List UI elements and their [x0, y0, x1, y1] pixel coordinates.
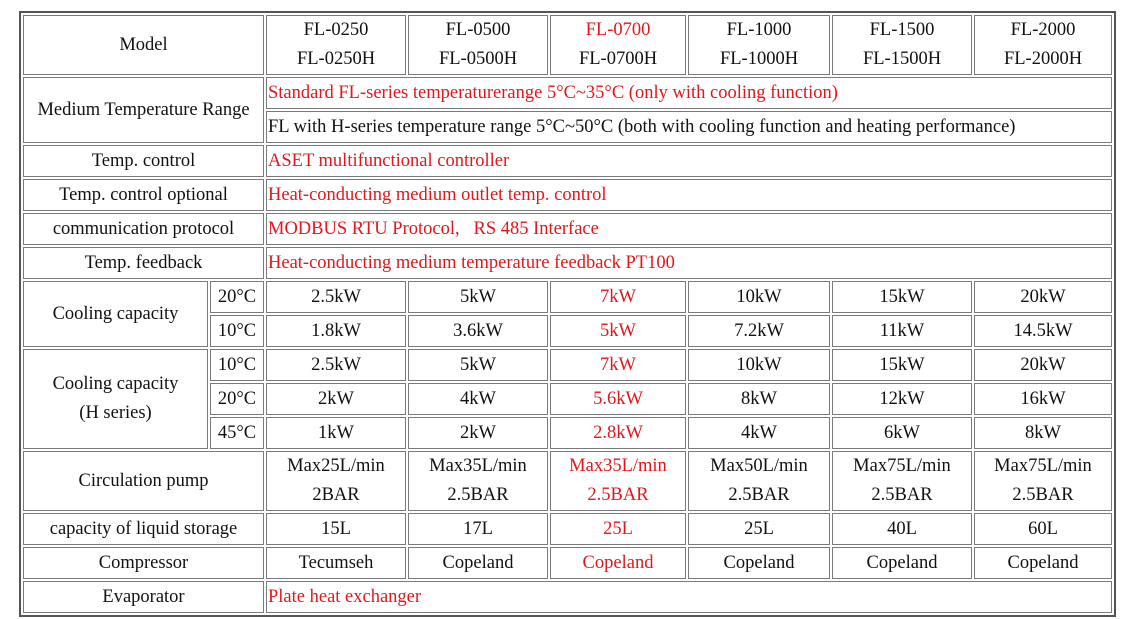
temp-feedback-value: Heat-conducting medium temperature feedback PT100 [266, 247, 1112, 279]
pump-pressure: 2.5BAR [1012, 485, 1074, 505]
storage-value: 15L [266, 513, 406, 545]
model-name-h: FL-1500H [862, 49, 942, 69]
evaporator-value: Plate heat exchanger [266, 581, 1112, 613]
temp-control-optional-row [23, 179, 1112, 211]
temp-control-optional-label: Temp. control optional [23, 179, 264, 211]
model-cell [408, 15, 548, 75]
model-row [23, 15, 1112, 75]
cooling-row [23, 281, 1112, 313]
cooling-h-value: 2kW [408, 417, 548, 449]
model-name: FL-0500 [445, 20, 511, 40]
cooling-value: 15kW [832, 281, 972, 313]
spec-table [19, 11, 1116, 617]
model-name: FL-2000 [1010, 20, 1076, 40]
model-name: FL-1000 [726, 20, 792, 40]
pump-flow: Max35L/min [429, 456, 527, 476]
pump-row [23, 451, 1112, 511]
cooling-temp: 10°C [210, 315, 264, 347]
model-name-h: FL-1000H [719, 49, 799, 69]
cooling-h-value: 4kW [408, 383, 548, 415]
cooling-label: Cooling capacity [23, 281, 208, 347]
cooling-value: 7kW [550, 281, 686, 313]
cooling-h-value: 6kW [832, 417, 972, 449]
cooling-h-value: 5.6kW [550, 383, 686, 415]
medium-temp-row [23, 77, 1112, 109]
cooling-h-label [23, 349, 208, 449]
compressor-value: Copeland [550, 547, 686, 579]
model-label: Model [23, 15, 264, 75]
pump-pressure: 2.5BAR [871, 485, 933, 505]
cooling-h-value: 8kW [974, 417, 1112, 449]
model-name-h: FL-0500H [438, 49, 518, 69]
model-cell [266, 15, 406, 75]
compressor-row [23, 547, 1112, 579]
storage-value: 25L [550, 513, 686, 545]
cooling-h-label-line1: Cooling capacity [52, 374, 179, 394]
model-cell [832, 15, 972, 75]
model-name: FL-0250 [303, 20, 369, 40]
cooling-value: 10kW [688, 281, 830, 313]
compressor-label: Compressor [23, 547, 264, 579]
compressor-value: Copeland [974, 547, 1112, 579]
cooling-h-value: 15kW [832, 349, 972, 381]
cooling-h-row [23, 349, 1112, 381]
cooling-h-value: 2kW [266, 383, 406, 415]
storage-value: 60L [974, 513, 1112, 545]
compressor-value: Copeland [832, 547, 972, 579]
temp-feedback-label: Temp. feedback [23, 247, 264, 279]
pump-cell [832, 451, 972, 511]
model-cell [550, 15, 686, 75]
communication-label: communication protocol [23, 213, 264, 245]
cooling-value: 2.5kW [266, 281, 406, 313]
compressor-value: Tecumseh [266, 547, 406, 579]
medium-temp-standard [266, 77, 1112, 109]
medium-temp-h-series: FL with H-series temperature range 5°C~50°C (both with cooling function and heating performance) [266, 111, 1112, 143]
medium-temp-standard-suffix: 5°C~35°C (only with cooling function) [546, 82, 838, 103]
pump-pressure: 2.5BAR [587, 485, 649, 505]
temp-control-optional-value: Heat-conducting medium outlet temp. control [266, 179, 1112, 211]
communication-row [23, 213, 1112, 245]
pump-flow: Max25L/min [287, 456, 385, 476]
pump-flow: Max75L/min [994, 456, 1092, 476]
cooling-h-value: 8kW [688, 383, 830, 415]
temp-feedback-row [23, 247, 1112, 279]
cooling-h-value: 10kW [688, 349, 830, 381]
storage-value: 25L [688, 513, 830, 545]
cooling-h-value: 1kW [266, 417, 406, 449]
pump-cell [688, 451, 830, 511]
model-name-h: FL-2000H [1003, 49, 1083, 69]
cooling-h-value: 2.5kW [266, 349, 406, 381]
cooling-value: 5kW [408, 281, 548, 313]
storage-value: 17L [408, 513, 548, 545]
cooling-value: 1.8kW [266, 315, 406, 347]
cooling-value: 20kW [974, 281, 1112, 313]
cooling-h-value: 4kW [688, 417, 830, 449]
model-name: FL-1500 [869, 20, 935, 40]
pump-label: Circulation pump [23, 451, 264, 511]
cooling-h-temp: 10°C [210, 349, 264, 381]
cooling-value: 3.6kW [408, 315, 548, 347]
pump-cell [408, 451, 548, 511]
cooling-h-value: 12kW [832, 383, 972, 415]
cooling-h-value: 2.8kW [550, 417, 686, 449]
cooling-h-temp: 45°C [210, 417, 264, 449]
medium-temp-label: Medium Temperature Range [23, 77, 264, 143]
cooling-value: 11kW [832, 315, 972, 347]
cooling-value: 14.5kW [974, 315, 1112, 347]
compressor-value: Copeland [408, 547, 548, 579]
temp-control-value: ASET multifunctional controller [266, 145, 1112, 177]
pump-flow: Max35L/min [569, 456, 667, 476]
evaporator-row [23, 581, 1112, 613]
pump-pressure: 2.5BAR [728, 485, 790, 505]
communication-value: MODBUS RTU Protocol, RS 485 Interface [266, 213, 1112, 245]
model-name-h: FL-0700H [578, 49, 658, 69]
medium-temp-standard-prefix: Standard FL-series temperaturerange [268, 82, 547, 103]
temp-control-row [23, 145, 1112, 177]
pump-cell [974, 451, 1112, 511]
cooling-h-value: 5kW [408, 349, 548, 381]
storage-row [23, 513, 1112, 545]
pump-flow: Max75L/min [853, 456, 951, 476]
model-cell [688, 15, 830, 75]
pump-cell [550, 451, 686, 511]
pump-cell [266, 451, 406, 511]
cooling-h-value: 16kW [974, 383, 1112, 415]
model-cell [974, 15, 1112, 75]
cooling-temp: 20°C [210, 281, 264, 313]
pump-pressure: 2BAR [312, 485, 360, 505]
cooling-h-value: 7kW [550, 349, 686, 381]
cooling-h-label-line2: (H series) [79, 403, 152, 423]
pump-pressure: 2.5BAR [447, 485, 509, 505]
cooling-value: 7.2kW [688, 315, 830, 347]
cooling-h-temp: 20°C [210, 383, 264, 415]
pump-flow: Max50L/min [710, 456, 808, 476]
cooling-h-value: 20kW [974, 349, 1112, 381]
storage-value: 40L [832, 513, 972, 545]
evaporator-label: Evaporator [23, 581, 264, 613]
cooling-value: 5kW [550, 315, 686, 347]
model-name: FL-0700 [585, 20, 651, 40]
compressor-value: Copeland [688, 547, 830, 579]
temp-control-label: Temp. control [23, 145, 264, 177]
storage-label: capacity of liquid storage [23, 513, 264, 545]
model-name-h: FL-0250H [296, 49, 376, 69]
